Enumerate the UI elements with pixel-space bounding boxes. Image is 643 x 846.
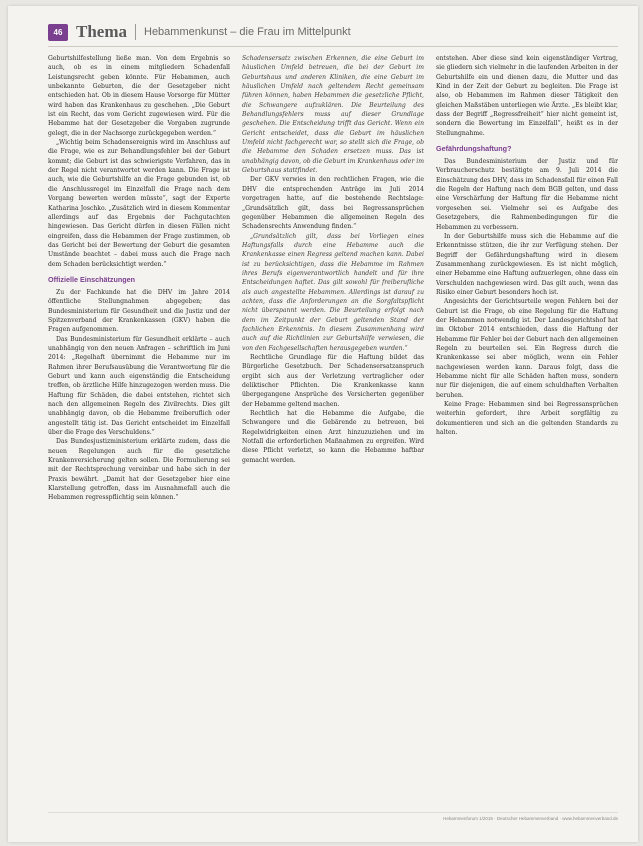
header-rule	[48, 46, 618, 47]
section-heading: Offizielle Einschätzungen	[48, 274, 136, 284]
paragraph: Das Bundesministerium für Gesundheit erklärte – auch unabhängig von den neuen Anfragen – schriftlich im Juni 2014: „Regelhaft übernimmt die Hebamme nur im Rahmen ihrer Berufsausübung die Verantwortung für die Geburt und kann auch eigenständig die Entscheidung treffen, ob ärztliche Hilfe hinzugezogen werden muss. Die Haftung für Schäden, die dabei entstehen, richtet sich nach den allgemeinen Regeln des Zivilrechts. Dies gilt unabhängig davon, ob die Hebamme freiberuflich oder angestellt tätig ist. Das Gericht entscheidet im Einzelfall über die Frage des Verschuldens.“	[48, 335, 230, 437]
paragraph: Geburtshilfestellung ließe man. Von dem Ergebnis so auch, ob es in einem mitgliedern Schadenfall Leistungsrecht geben könnte. Für Hebammen, auch unbekannte Geburten, die der Gesetzgeber nicht entschieden hat. Ob in diesem Hause Vorsorge für Mütter wird haben das Krankenhaus zu geschehen. „Die Geburt ist ein Recht, das vom Gericht zugewiesen wird. Für die Hebamme hat der Gesetzgeber die Vorgaben zugrunde gelegt, die in der Nachsorge zurückgegeben werden.“	[48, 55, 230, 137]
paragraph: „Grundsätzlich gilt, dass bei Vorliegen eines Haftungsfalls durch eine Hebamme auch die Krankenkasse einen Regress geltend machen kann. Dabei ist zu berücksichtigen, dass die Hebamme im Rahmen ihres Berufs eigenverantwortlich handelt und für ihre Entscheidungen haftet. Das gilt sowohl für freiberufliche als auch angestellte Hebammen. Allerdings ist darauf zu achten, dass die Anforderungen an die Sorgfaltspflicht nicht überspannt werden. Die Beurteilung erfolgt nach dem im Zeitpunkt der Geburt geltenden Stand der fachlichen Erkenntnis. In diesem Zusammenhang wird auch auf die Richtlinien zur Geburtshilfe verwiesen, die von den Fachgesellschaften herausgegeben wurden.“	[242, 232, 424, 352]
paragraph: Das Bundesministerium der Justiz und für Verbraucherschutz bestätigte am 9. Juli 2014 die Einschätzung des DHV, dass im Schadensfall für einen Fall die Regeln der Haftung nach dem BGB gelten, und dass eine Verschärfung der Haftung für die Hebamme nicht vorgesehen sei. Vielmehr sei es Aufgabe des Gesetzgebers, die Rahmenbedingungen für die Hebammen zu verbessern.	[436, 158, 618, 231]
paragraph: Keine Frage: Hebammen sind bei Regressansprüchen weiterhin gefordert, ihre Arbeit sorgfältig zu dokumentieren und sich an die geltenden Standards zu halten.	[436, 401, 618, 437]
paragraph: Schadensersatz zwischen Erkennen, die eine Geburt im häuslichen Umfeld betreuen, die bei der Geburt im Geburtshaus und anderen Kliniken, die eine Geburt im häuslichen Umfeld nach geltendem Recht gemeinsam führen können, haben Hebammen die gesetzliche Pflicht, die Schwangere aufzuklären. Die Beurteilung des Behandlungsfehlers muss auf dieser Grundlage geschehen. Die Entscheidung trifft das Gericht. Wenn ein Gericht entscheidet, dass die Geburt im häuslichen Umfeld nicht fachgerecht war, so stellt sich die Frage, ob die Hebamme den Schaden ersetzen muss. Das ist unabhängig davon, ob die Geburt im Krankenhaus oder im Geburtshaus stattfindet.	[242, 55, 424, 175]
article-body	[48, 54, 618, 804]
page-footer: Hebammenforum 1/2015 · Deutscher Hebammenverband · www.hebammenverband.de	[48, 812, 618, 828]
text-column-2	[242, 54, 424, 804]
magazine-page	[8, 6, 638, 842]
header-divider	[135, 24, 136, 40]
paragraph: entstehen. Aber diese sind kein eigenständiger Vertrag, sie gliedern sich vielmehr in die laufenden Arbeiten in der Geburtshilfe ein und dienen dazu, die Mutter und das Kind in der Zeit der Geburt zu begleiten. Die Frage ist also, ob Hebammen im Rahmen dieser Tätigkeit den gleichen Maßstäben unterliegen wie Ärzte. „Es bleibt klar, dass der Begriff „Regressfreiheit“ hier nicht gemeint ist, sondern die Bewertung im Einzelfall“, heißt es in der Stellungnahme.	[436, 55, 618, 137]
paragraph: Der GKV verwies in den rechtlichen Fragen, wie die DHV die entsprechenden Anträge im Juli 2014 vorgetragen hatte, auf die bestehende Rechtslage: „Grundsätzlich gilt, dass bei Regressansprüchen gegenüber Hebammen die allgemeinen Regeln des Schadensrechts Anwendung finden.“	[242, 176, 424, 231]
page-number-badge: 46	[48, 24, 68, 41]
section-heading: Gefährdungshaftung?	[436, 144, 512, 154]
paragraph: Rechtliche Grundlage für die Haftung bildet das Bürgerliche Gesetzbuch. Der Schadensersatzanspruch ergibt sich aus der Verletzung vertraglicher oder deliktischer Pflichten. Die Krankenkasse kann übergegangene Ansprüche des Versicherten gegenüber der Hebamme geltend machen.	[242, 354, 424, 408]
text-column-3	[436, 54, 618, 804]
paragraph: In der Geburtshilfe muss sich die Hebamme auf die Erkenntnisse stützen, die ihr zur Verfügung stehen. Der Begriff der Gefährdungshaftung wird in diesem Zusammenhang zurückgewiesen. Es ist nicht möglich, einer Hebamme eine Haftung aufzuerlegen, ohne dass ein Verschulden nachgewiesen wird. Das gilt auch, wenn das Risiko einer Geburt besonders hoch ist.	[436, 232, 618, 296]
paragraph: „Wichtig beim Schadensereignis wird im Anschluss auf die Frage, wie es zur Behandlungsfehler bei der Geburt kommt; die Geburt ist das schwierigste Verfahren, das in der Regel nicht verantwortet werden kann. Die Frage ist auch, wie die Geburtshilfe an die Frage gebunden ist, ob die Anschlussregel im Einzelfall die Frage nach dem Vorgang bewerten werden müsste“, sagt der Experte Katharina Joschko. „Zusätzlich wird in diesem Kommentar allerdings auf das Ergebnis der Fachgutachten hingewiesen. Das Gericht dürfen in diesen Fällen nicht eingreifen, dass die Hebammen der Frage zustimmen, ob das Gericht bei der Bewertung der Geburt die gesamten Umstände beachtet – dabei muss auch die Frage nach dem Schaden berücksichtigt werden.“	[48, 139, 230, 268]
paragraph: Das Bundesjustizministerium erklärte zudem, dass die neuen Regelungen auch für die gesetzliche Krankenversicherung gelten sollen. Die Formulierung sei mit der Rechtsprechung vereinbar und habe sich in der Praxis bewährt. „Damit hat der Gesetzgeber hier eine Klarstellung getroffen, dass im Ausnahmefall auch die Hebammen regresspflichtig sein können.“	[48, 438, 230, 502]
section-label: Thema	[76, 22, 127, 41]
paragraph: Angesichts der Gerichtsurteile wegen Fehlern bei der Geburt ist die Frage, ob eine Regelung für die Haftung der Hebammen notwendig ist. Der Landesgerichtshof hat im Oktober 2014 entschieden, dass die Haftung der Hebamme für Fehler bei der Geburt nach den allgemeinen Regeln zu beurteilen sei. Ein Regress durch die Krankenkasse sei aber möglich, wenn ein Fehler nachgewiesen werden kann. Daraus folgt, dass die Hebamme nicht für alle Schäden haften muss, sondern nur für diejenigen, die auf einem schuldhaften Verhalten beruhen.	[436, 298, 618, 399]
paragraph: Zu der Fachkunde hat die DHV im Jahre 2014 öffentliche Stellungnahmen abgegeben; das Bundesministerium für Gesundheit und die Justiz und der Spitzenverband der Krankenkassen (GKV) haben die Fragen aufgenommen.	[48, 288, 230, 334]
paragraph: Rechtlich hat die Hebamme die Aufgabe, die Schwangere und die Gebärende zu betreuen, bei Regelwidrigkeiten einen Arzt hinzuzuziehen und im Notfall die erforderlichen Maßnahmen zu ergreifen. Wird diese Pflicht verletzt, so kann die Hebamme haftbar gemacht werden.	[242, 410, 424, 464]
page-header	[48, 20, 618, 44]
text-column-1	[48, 54, 230, 804]
article-title: Hebammenkunst – die Frau im Mittelpunkt	[144, 26, 351, 38]
